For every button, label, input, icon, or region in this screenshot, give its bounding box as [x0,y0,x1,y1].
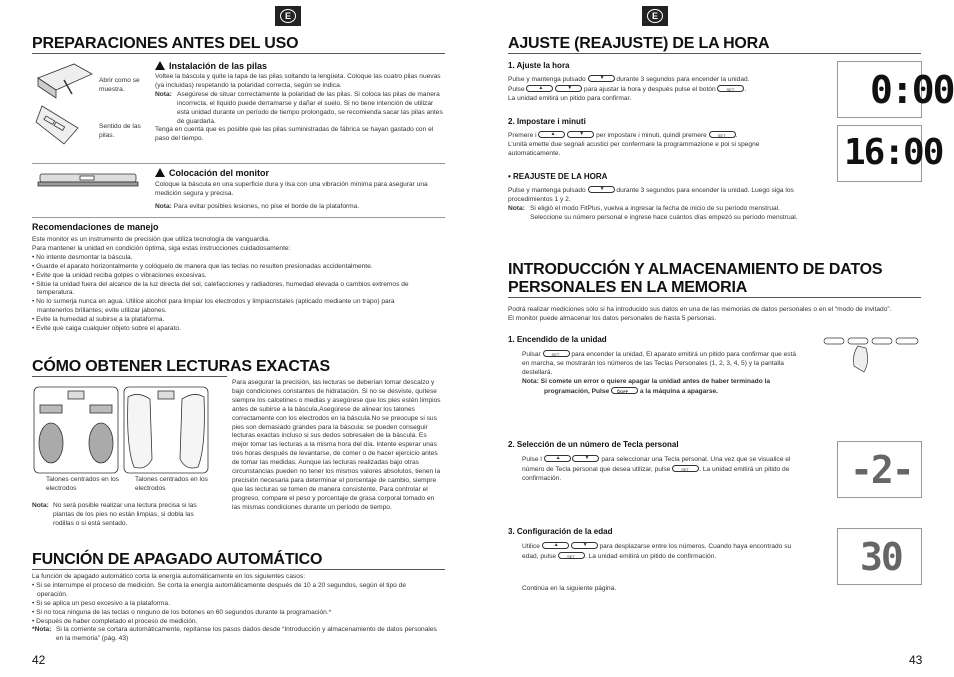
up-button-icon [526,85,553,92]
feet-note: Nota: No será posible realizar una lectura precisa si las plantas de los pies no están limpias, si dobla las rodillas o si está sentado. [32,502,197,527]
section-title-preparaciones: PREPARACIONES ANTES DEL USO [32,35,299,52]
step-text: Utilice ▲ ▼ para desplazarse entre los números. Cuando haya encontrado su edad, pulse SET . La unidad emitirá un pitido de confirmación. [522,542,817,562]
rec-list: Este monitor es un instrumento de precisión que utiliza tecnología de vanguardia. Para mantener la unidad en condición óptima, siga estas instrucciones cuidadosamente: • No intente desmontar la báscula. • Guarde el aparato horizontalmente y colóquelo de manera que las teclas no resulten presionadas accidentalmente. • Evite que la unidad reciba golpes o vibraciones excesivas. • Sitúe la unidad fuera del alcance de la luz directa del sol, calefacciones y radiadores, humedad elevada o cambios extremos de temperatura. • No lo sumerja nunca en agua. Utilice alcohol para limpiar los electrodos y limpiacristales (aplicado mediante un trapo) para mantenerlos brillantes; evite utilizar jabones. • Evite la humedad al subirse a la plataforma. • Evite que caiga cualquier objeto sobre el aparato. [32,236,445,334]
set-button-icon [543,350,570,357]
section-title-intro-l1: INTRODUCCIÓN Y ALMACENAMIENTO DE DATOS [508,261,883,278]
step-title: 1. Encendido de la unidad [508,335,607,344]
list-item: • Guarde el aparato horizontalmente y colóquelo de manera que las teclas no resulten presionadas accidentalmente. [32,262,373,270]
list-item: • No lo sumerja nunca en agua. Utilice alcohol para limpiar los electrodos y limpiacristales (aplicado mediante un trapo) para [32,298,395,306]
intro-text: Podrá realizar mediciones sólo si ha introducido sus datos en una de las memorias de datos personales o en el “modo de invitado”. El monitor puede almacenar los datos personales de hasta 5 personas. [508,306,892,322]
list-item: • Después de haber completado el proceso de medición. [32,617,198,625]
down-button-icon [567,131,594,138]
right-page [477,0,954,677]
step-title: 3. Configuración de la edad [508,527,613,536]
batt-text: Voltee la báscula y quite la tapa de las pilas soltando la lengüeta. Coloque las cuatro pilas nuevas (ya incluidas) respetando la polaridad correcta, según se indica. Nota: Asegúrese de situar correctamente la polaridad de las pilas. Si coloca las pilas de manera incorrecta, el líquido puede derramarse y dañar el suelo. Si no tiene intención de utilizar esta unidad durante un período de tiempo prolongado, se recomienda sacar las pilas antes de guardarla. Tenga en cuenta que es posible que las pilas suministradas de fábrica se hayan gastado con el paso del tiempo. [155,73,443,143]
set-button-icon [717,85,744,92]
image-caption-open: Abrir como se muestra. [99,77,140,93]
image-caption-direction: Sentido de las pilas. [99,123,141,139]
list-item: • Evite la humedad al subirse a la plataforma. [32,316,165,324]
warning-icon [155,168,165,177]
list-item: temperatura. [37,289,75,297]
keypad-illustration [822,336,922,374]
up-button-icon [538,131,565,138]
set-button-icon [558,552,585,559]
monitor-illustration [34,168,140,192]
list-item: • Si se interrumpe el proceso de medición. Se corta la energía automáticamente después de 10 a 20 segundos, según el tipo de [32,581,406,589]
set-button-icon [672,465,699,472]
lcd-display: -2- [837,441,922,498]
page-number: 43 [909,653,923,667]
list-item: • Evite que la unidad reciba golpes o vibraciones excesivas. [32,271,207,279]
list-item: • Si se aplica un peso excesivo a la plataforma. [32,599,170,607]
battery-illustration [34,58,96,148]
feet-illustration [32,385,218,475]
language-tab: E [275,6,301,26]
down-button-icon [588,75,615,82]
step-text: Pulse y mantenga pulsado ▼ durante 3 segundos para encender la unidad. Pulse ▲ ▼ para ajustar la hora y después pulse el botón SET . La unidad emitirá un pitido para confirmar. [508,75,808,104]
up-button-icon [542,542,569,549]
step-title: 2. Impostare i minuti [508,117,586,126]
lcd-display: 0:00 [837,61,922,118]
batt-title: Instalación de las pilas [155,61,267,71]
up-button-icon [544,455,571,462]
list-item: • No intente desmontar la báscula. [32,253,133,261]
down-button-icon [571,542,598,549]
section-title-lecturas: CÓMO OBTENER LECTURAS EXACTAS [32,358,330,375]
continue-text: Continúa en la siguiente página. [522,585,617,592]
apagado-list: La función de apagado automático corta la energía automáticamente en los siguientes casos: • Si se interrumpe el proceso de medición. Se corta la energía automáticamente después de 10 a 20 segundos, según el tipo de operación. • Si se aplica un peso excesivo a la plataforma. • Si no toca ninguna de las teclas o ninguno de los botones en 60 segundos durante la programación.* • Después de haber completado el proceso de medición. *Nota: Si la corriente se cortara automáticamente, repítanse los pasos dados desde “Introducción y almacenamiento de datos personales en la memoria” (pág. 43) [32,573,445,644]
rec-title: Recomendaciones de manejo [32,222,159,232]
monitor-text: Coloque la báscula en una superficie dura y lisa con una vibración mínima para asegurar una medición segura y precisa. Nota: Para evitar posibles lesiones, no pise el borde de la plataforma. [155,181,428,210]
feet-caption-2: Talones centrados en los electrodos [135,476,208,492]
section-title-intro-l2: PERSONALES EN LA MEMORIA [508,279,748,296]
page-number: 42 [32,653,46,667]
lecturas-body: Para asegurar la precisión, las lecturas se deberían tomar descalzo y bajo condiciones constantes de hidratación. Si no se desviste, quítese siempre los calcetines o medias y asegúrese que los pies estén limpios antes de subirse a la báscula.Asegúrese de alinear los talones correctamente con los electrodos en la báscula.No se preocupe si sus pies son demasiado grandes para la báscula: se pueden conseguir lecturas exactas incluso si sus dedos sobresalen de la báscula. Es mejor tomar las lecturas a la misma hora del día. Intente esperar unas tres horas después de levantarse, de comer o de hacer ejercicio antes de tomar las medidas. Aunque las lecturas realizadas bajo otras circunstancias pueden no tener los mismos valores absolutos, tienen la precisión necesaria para determinar el porcentaje de cambio, siempre que las lecturas se tomen de manera consistente. Para controlar el progreso, compare el peso y porcentaje de grasa corporal tomado en las mismas condiciones durante un período de tiempo. [232,379,441,511]
down-button-icon [588,186,615,193]
section-title-apagado: FUNCIÓN DE APAGADO AUTOMÁTICO [32,551,323,568]
down-button-icon [555,85,582,92]
step-text: Pulse l ▲ ▼ para seleccionar una Tecla personal. Una vez que se visualice el número de Tecla personal que desea utilizar, pulse SET . La unidad emitirá un pitido de confirmación. [522,455,817,484]
monitor-title: Colocación del monitor [155,168,269,178]
set-button-icon [709,131,736,138]
off-button-icon [611,387,638,394]
list-item: • Sitúe la unidad fuera del alcance de la luz directa del sol, calefacciones y radiadores, humedad elevada o cambios extremos de [32,280,409,288]
down-button-icon [572,455,599,462]
list-item: operación. [37,590,68,598]
list-item: mantenerlos brillantes; evite utilizar jabones. [37,307,167,315]
feet-caption-1: Talones centrados en los electrodos [46,476,119,492]
step-text: Pulsar SET para encender la unidad. El aparato emitirá un pitido para confirmar que está en marcha, se mostrarán los números de las Teclas Personales (1, 2, 3, 4, 5) y la pantalla destellará. Nota: Si comete un error o quiere apagar la unidad antes de haber terminado la programación, Pulse ⏻OFF a la máquina a apagarse. [522,350,817,397]
list-item: • Si no toca ninguna de las teclas o ninguno de los botones en 60 segundos durante la programación.* [32,608,332,616]
step-text: Premere i ▲ ▼ per impostare i minuti, quindi premere SET . L’unità emette due segnali acustici per confermare la programmazione e poi si spegne automaticamente. [508,131,798,159]
step-text: Pulse y mantenga pulsado ▼ durante 3 segundos para encender la unidad. Luego siga los procedimientos 1 y 2. Nota: Si eligió el modo FitPlus, vuelva a ingresar la fecha de inicio de su período menstrual. Seleccione su número personal e ingrese hace cuántos días empezó su período menstrual. [508,186,818,223]
warning-icon [155,61,165,70]
lcd-display: 16:00 [837,125,922,182]
divider [32,53,445,54]
step-title: • REAJUSTE DE LA HORA [508,172,608,181]
step-title: 2. Selección de un número de Tecla personal [508,440,679,449]
step-title: 1. Ajuste la hora [508,61,570,70]
lcd-display: 30 [837,528,922,585]
list-item: • Evite que caiga cualquier objeto sobre el aparato. [32,325,181,333]
language-tab: E [642,6,668,26]
section-title-ajuste-hora: AJUSTE (REAJUSTE) DE LA HORA [508,35,770,52]
